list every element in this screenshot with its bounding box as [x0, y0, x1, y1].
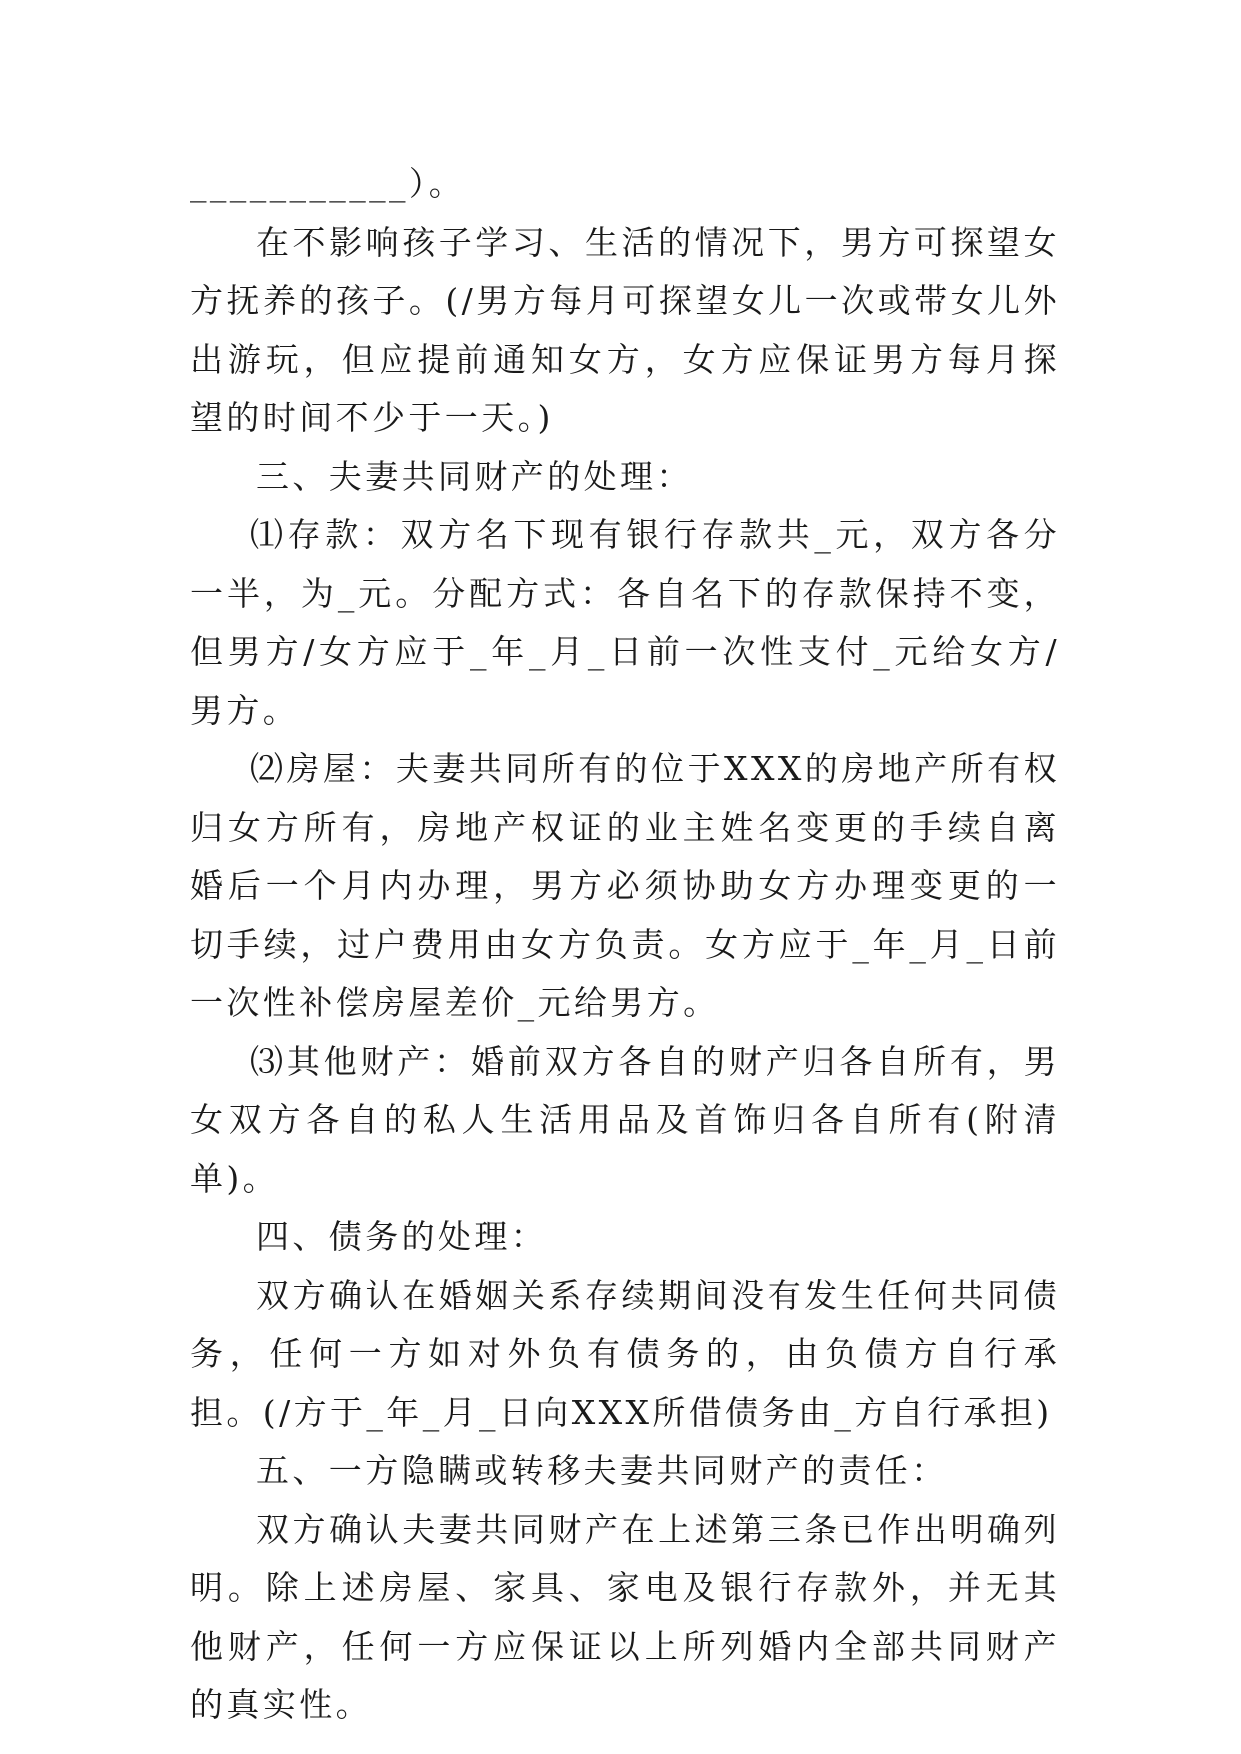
- paragraph-blank-continuation: ___________）。: [190, 164, 466, 203]
- paragraph-debts: 双方确认在婚姻关系存续期间没有发生任何共同债务，任何一方如对外负有债务的，由负债方自行承担。(/方于_年_月_日向XXX所借债务由_方自行承担): [190, 1275, 1060, 1432]
- paragraph-deposits: ⑴存款：双方名下现有银行存款共_元，双方各分一半，为_元。分配方式：各自名下的存款保持不变，但男方/女方应于_年_月_日前一次性支付_元给女方/男方。: [190, 515, 1060, 730]
- heading-debts: 四、债务的处理：: [256, 1217, 548, 1256]
- heading-concealment: 五、一方隐瞒或转移夫妻共同财产的责任：: [256, 1451, 948, 1490]
- paragraph-other-property: ⑶其他财产：婚前双方各自的财产归各自所有，男女双方各自的私人生活用品及首饰归各自所有(附清单)。: [190, 1041, 1060, 1198]
- heading-joint-property: 三、夫妻共同财产的处理：: [256, 456, 693, 496]
- paragraph-concealment: 双方确认夫妻共同财产在上述第三条已作出明确列明。除上述房屋、家具、家电及银行存款外，并无其他财产，任何一方应保证以上所列婚内全部共同财产的真实性。: [190, 1509, 1060, 1724]
- paragraph-housing: ⑵房屋：夫妻共同所有的位于XXX的房地产所有权归女方所有，房地产权证的业主姓名变更的手续自离婚后一个月内办理，男方必须协助女方办理变更的一切手续，过户费用由女方负责。女方应于_年_月_日前一次性补偿房屋差价_元给男方。: [190, 749, 1060, 1022]
- paragraph-visitation: 在不影响孩子学习、生活的情况下，男方可探望女方抚养的孩子。(/男方每月可探望女儿一次或带女儿外出游玩，但应提前通知女方，女方应保证男方每月探望的时间不少于一天。): [190, 222, 1060, 437]
- document-body: [190, 155, 1060, 1735]
